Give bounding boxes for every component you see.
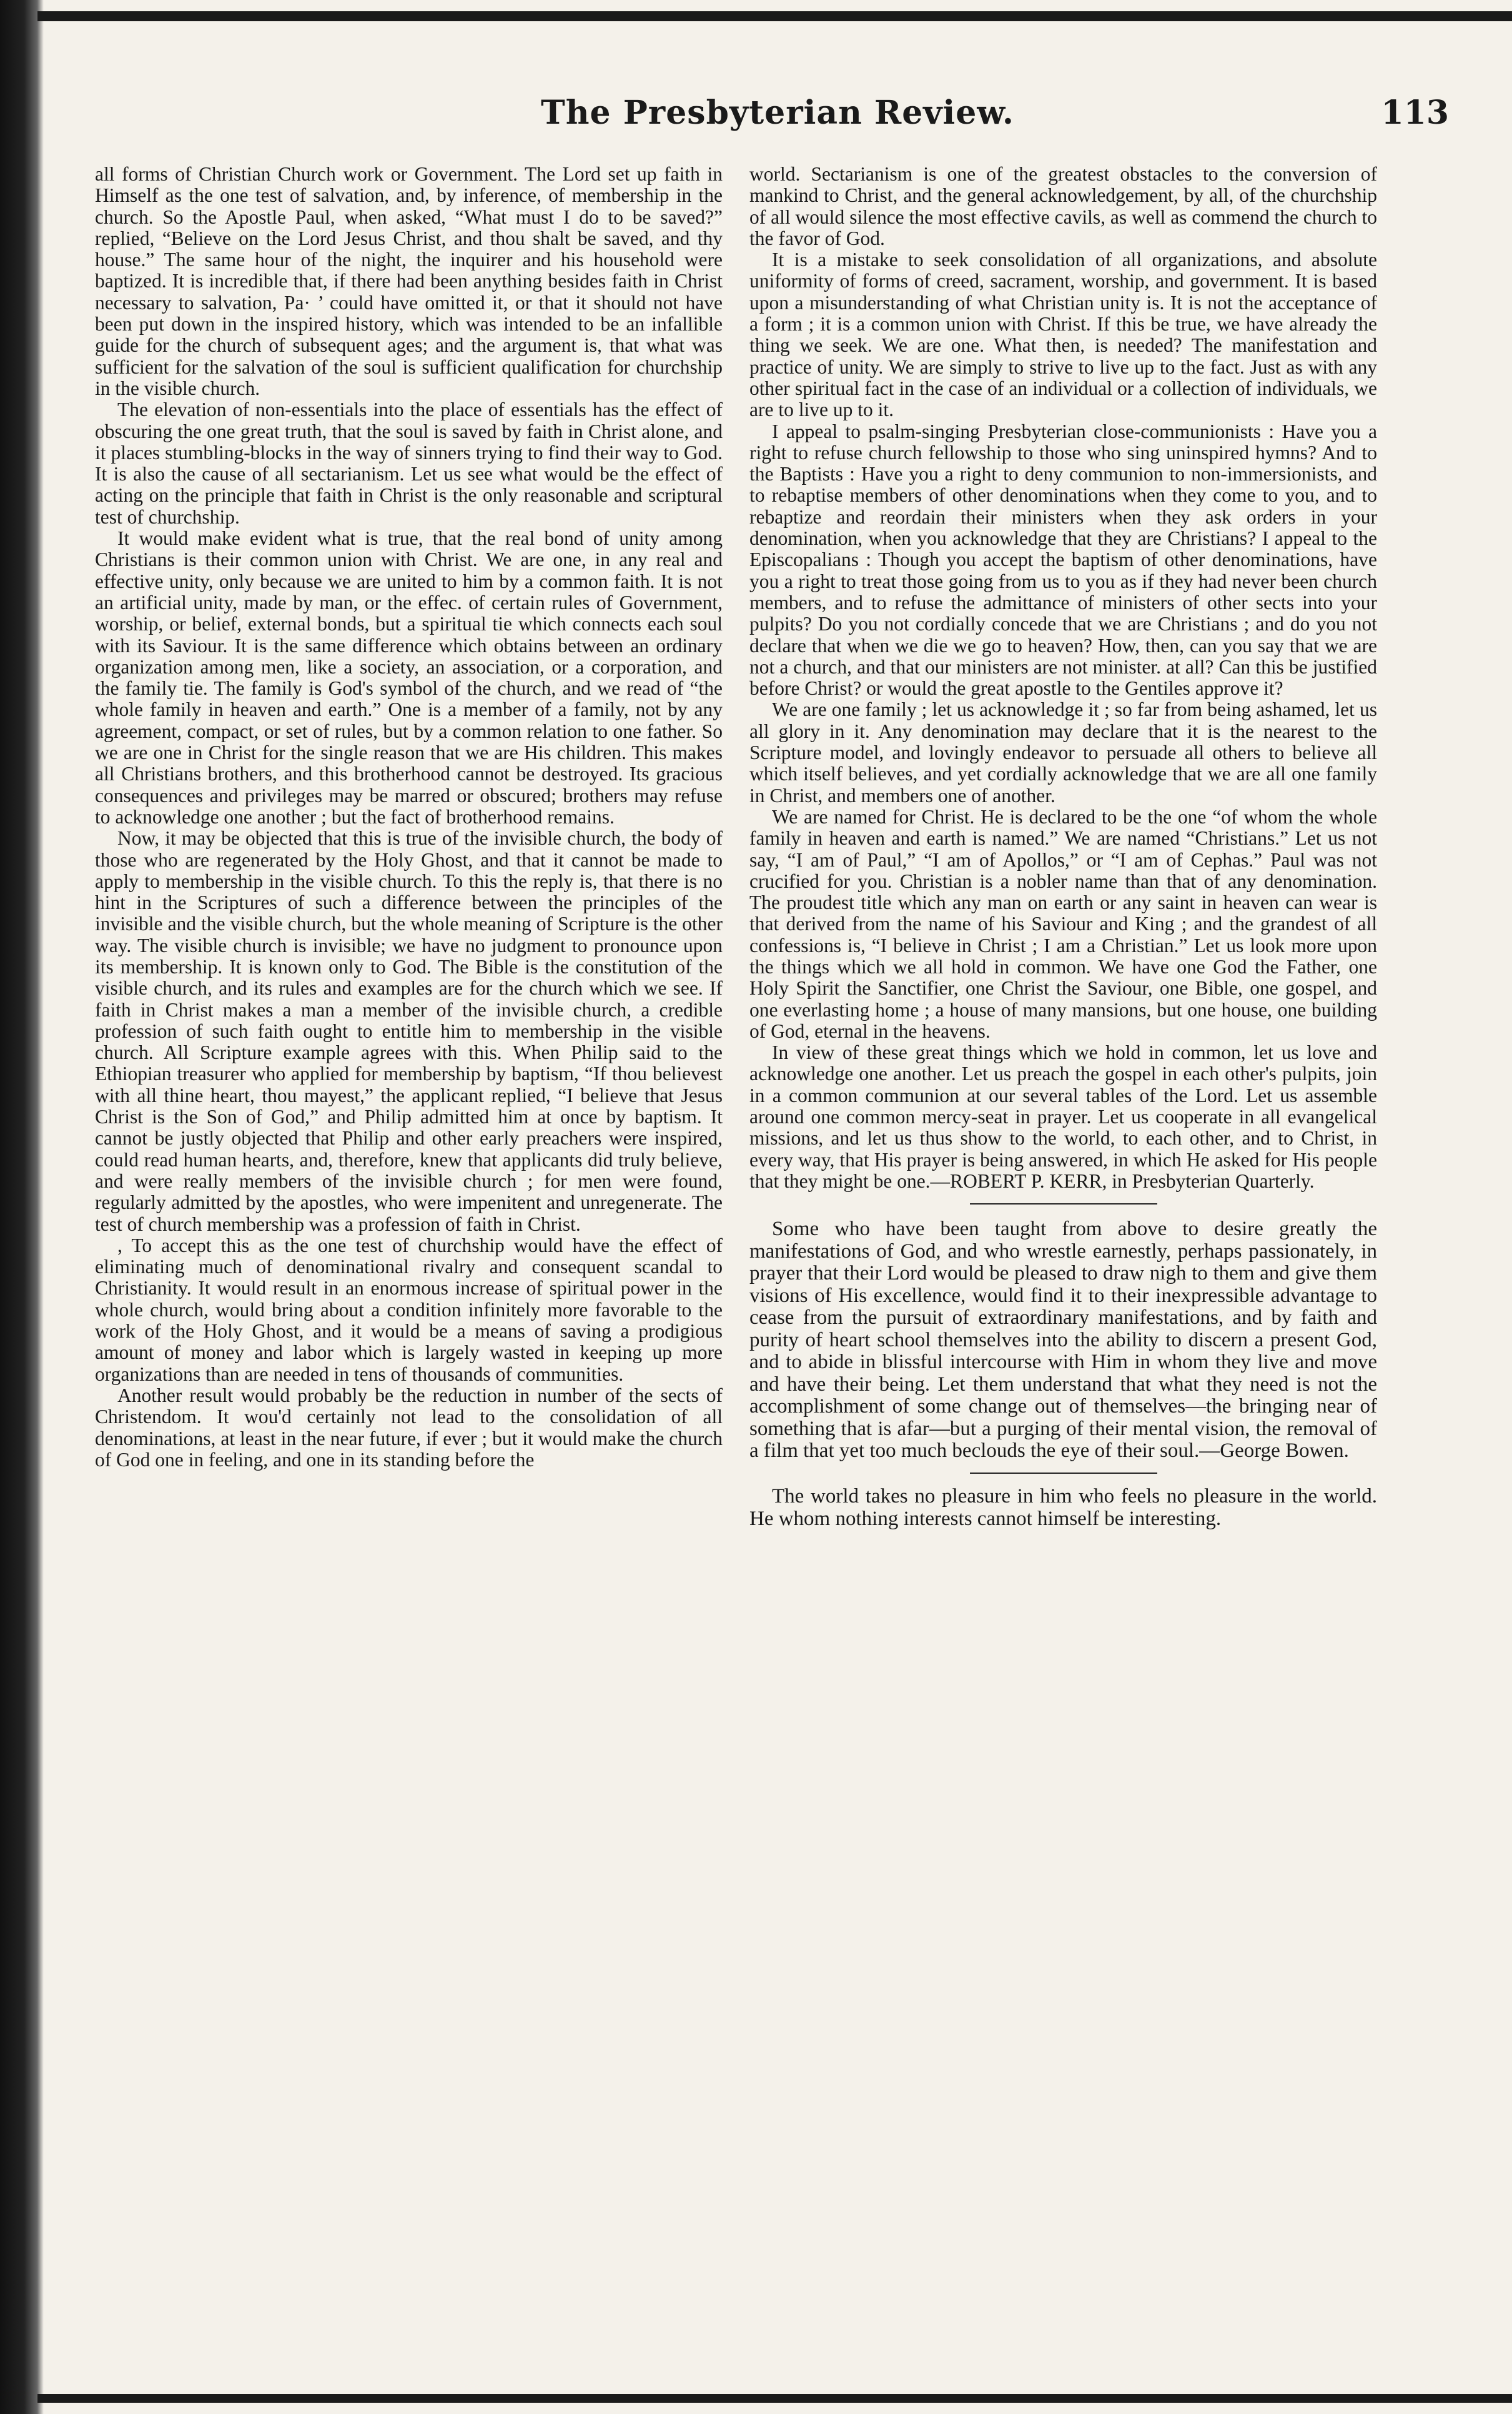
article-bowen: Some who have been taught from above to desire greatly the manifestations of God, and who wrestle earnestly, perhaps passionately, in prayer that their Lord would be pleased to draw nigh to them and give them visions of His excellence, would find it to their inexpressible advantage to cease from the pursuit of extraordinary manifestations, and by faith and purity of heart school themselves into the ability to discern a present God, and to abide in blissful intercourse with Him in whom they live and move and have their being. Let them understand that what they need is not the accomplishment of some change out of themselves—the bringing near of something that is afar—but a purging of their mental vision, the removal of a film that yet too much beclouds the eye of their soul.—George Bowen.: [749, 1218, 1377, 1463]
paragraph: all forms of Christian Church work or Government. The Lord set up faith in Himself as the one test of salvation, and, by inference, of membership in the church. So the Apostle Paul, when asked, “What must I do to be saved?” replied, “Believe on the Lord Jesus Christ, and thou shalt be saved, and thy house.” The same hour of the night, the inquirer and his household were baptized. It is incredible that, if there had been anything besides faith in Christ necessary to salvation, Pa· ’ could have omitted it, or that it should not have been put down in the inspired history, which was intended to be an infallible guide for the church of subsequent ages; and the argument is, that what was sufficient for the salvation of the soul is sufficient qualification for churchship in the visible church.: [95, 163, 723, 399]
page-number: 113: [1381, 94, 1449, 132]
paragraph: We are named for Christ. He is declared to be the one “of whom the whole family in heaven and earth is named.” We are named “Christians.” Let us not say, “I am of Paul,” “I am of Apollos,” or “I am of Cephas.” Paul was not crucified for you. Christian is a nobler name than that of any denomination. The proudest title which any man on earth or any saint in heaven can wear is that derived from the name of his Saviour and King ; and the grandest of all confessions is, “I believe in Christ ; I am a Christian.” Let us look more upon the things which we all hold in common. We have one God the Father, one Holy Spirit the Sanctifier, one Christ the Saviour, one Bible, one gospel, and one everlasting home ; a house of many mansions, but one house, one building of God, eternal in the heavens.: [749, 805, 1377, 1042]
page-binding-edge: [0, 0, 44, 2414]
paragraph: Now, it may be objected that this is true of the invisible church, the body of those who are regenerated by the Holy Ghost, and that it cannot be made to apply to membership in the visible church. To this the reply is, that there is no hint in the Scriptures of such a difference between the principles of the invisible and the visible church, but the whole meaning of Scripture is the other way. The visible church is invisible; we have no judgment to pronounce upon its membership. It is known only to God. The Bible is the constitution of the visible church, and its rules and examples are for the church which we see. If faith in Christ makes a man a member of the invisible church, a credible profession of such faith ought to entitle him to membership in the visible church. All Scripture example agrees with this. When Philip said to the Ethiopian treasurer who applied for membership by baptism, “If thou believest with all thine heart, thou mayest,” the applicant replied, “I believe that Jesus Christ is the Son of God,” and Philip admitted him at once by baptism. It cannot be justly objected that Philip and other early preachers were inspired, could read human hearts, and, therefore, knew that applicants did truly believe, and were really members of the invisible church ; for men were found, regularly admitted by the apostles, who were impenitent and unregenerate. The test of church membership was a profession of faith in Christ.: [95, 827, 723, 1235]
paragraph: Another result would probably be the reduction in number of the sects of Christendom. It wou'd certainly not lead to the consolidation of all denominations, at least in the near future, if ever ; but it would make the church of God one in feeling, and one in its standing before the: [95, 1384, 723, 1471]
paragraph: The elevation of non-essentials into the place of essentials has the effect of obscuring the one great truth, that the soul is saved by faith in Christ alone, and it places stumbling-blocks in the way of sinners trying to find their way to God. It is also the cause of all sectarianism. Let us see what would be the effect of acting on the principle that faith in Christ is the only reasonable and scriptural test of churchship.: [95, 399, 723, 528]
paragraph: world. Sectarianism is one of the greatest obstacles to the conversion of mankind to Christ, and the general acknowledgement, by all, of the churchship of all would silence the most effective cavils, as well as commend the church to the favor of God.: [749, 163, 1377, 249]
top-rule: [37, 11, 1512, 21]
article-world-pleasure: The world takes no pleasure in him who feels no pleasure in the world. He whom nothing interests cannot himself be interesting.: [749, 1484, 1377, 1530]
paragraph: We are one family ; let us acknowledge it ; so far from being ashamed, let us all glory in it. Any denomination may declare that it is the nearest to the Scripture model, and lovingly endeavor to persuade all others to believe all which itself believes, and yet cordially acknowledge that we are all one family in Christ, and members one of another.: [749, 698, 1377, 807]
right-column: [749, 164, 1377, 1530]
section-divider: [970, 1203, 1157, 1205]
bottom-rule: [37, 2394, 1512, 2403]
paragraph: , To accept this as the one test of churchship would have the effect of eliminating much of denominational rivalry and consequent scandal to Christianity. It would result in an enormous increase of spiritual power in the whole church, would bring about a condition infinitely more favorable to the work of the Holy Ghost, and it would be a means of saving a prodigious amount of money and labor which is largely wasted in keeping up more organizations than are needed in tens of thousands of communities.: [95, 1234, 723, 1385]
paragraph: It is a mistake to seek consolidation of all organizations, and absolute uniformity of forms of creed, sacrament, worship, and government. It is based upon a misunderstanding of what Christian unity is. It is not the acceptance of a form ; it is a common union with Christ. If this be true, we have already the thing we seek. We are one. What then, is needed? The manifestation and practice of unity. We are simply to strive to live up to the fact. Just as with any other spiritual fact in the case of an individual or a collection of individuals, we are to live up to it.: [749, 249, 1377, 421]
paragraph: In view of these great things which we hold in common, let us love and acknowledge one another. Let us preach the gospel in each other's pulpits, join in a common communion at our several tables of the Lord. Let us assemble around one common mercy-seat in prayer. Let us cooperate in all evangelical missions, and let us thus show to the world, to each other, and to Christ, in every way, that His prayer is being answered, in which He asked for His people that they might be one.—ROBERT P. KERR, in Presbyterian Quarterly.: [749, 1041, 1377, 1192]
paragraph: I appeal to psalm-singing Presbyterian close-communionists : Have you a right to refuse church fellowship to those who sing uninspired hymns? And to the Baptists : Have you a right to deny communion to non-immersionists, and to rebaptise members of other denominations when they come to you, and to rebaptize and reordain their ministers when they ask orders in your denomination, when you acknowledge that they are Christians? I appeal to the Episcopalians : Though you accept the baptism of other denominations, have you a right to treat those going from us to you as if they had never been church members, and to refuse the admittance of ministers of other sects into your pulpits? Do you not cordially concede that we are Christians ; and do you not declare that when we die we go to heaven? How, then, can you say that we are not a church, and that our ministers are not minister. at all? Can this be justified before Christ? or would the great apostle to the Gentiles approve it?: [749, 420, 1377, 700]
page-header: [106, 94, 1449, 137]
left-column: [95, 164, 723, 1471]
section-divider: [970, 1473, 1157, 1474]
page-title: The Presbyterian Review.: [541, 94, 1014, 132]
paragraph: It would make evident what is true, that the real bond of unity among Christians is their common union with Christ. We are one, in any real and effective unity, only because we are united to him by a common faith. It is not an artificial unity, made by man, or the effec. of certain rules of Government, worship, or belief, external bonds, but a spiritual tie which connects each soul with its Saviour. It is the same difference which obtains between an ordinary organization among men, like a society, an association, or a corporation, and the family tie. The family is God's symbol of the church, and we read of “the whole family in heaven and earth.” One is a member of a family, not by any agreement, compact, or set of rules, but by a common relation to one father. So we are one in Christ for the single reason that we are His children. This makes all Christians brothers, and this brotherhood cannot be destroyed. Its gracious consequences and privileges may be marred or obscured; brothers may refuse to acknowledge one another ; but the fact of brotherhood remains.: [95, 527, 723, 828]
